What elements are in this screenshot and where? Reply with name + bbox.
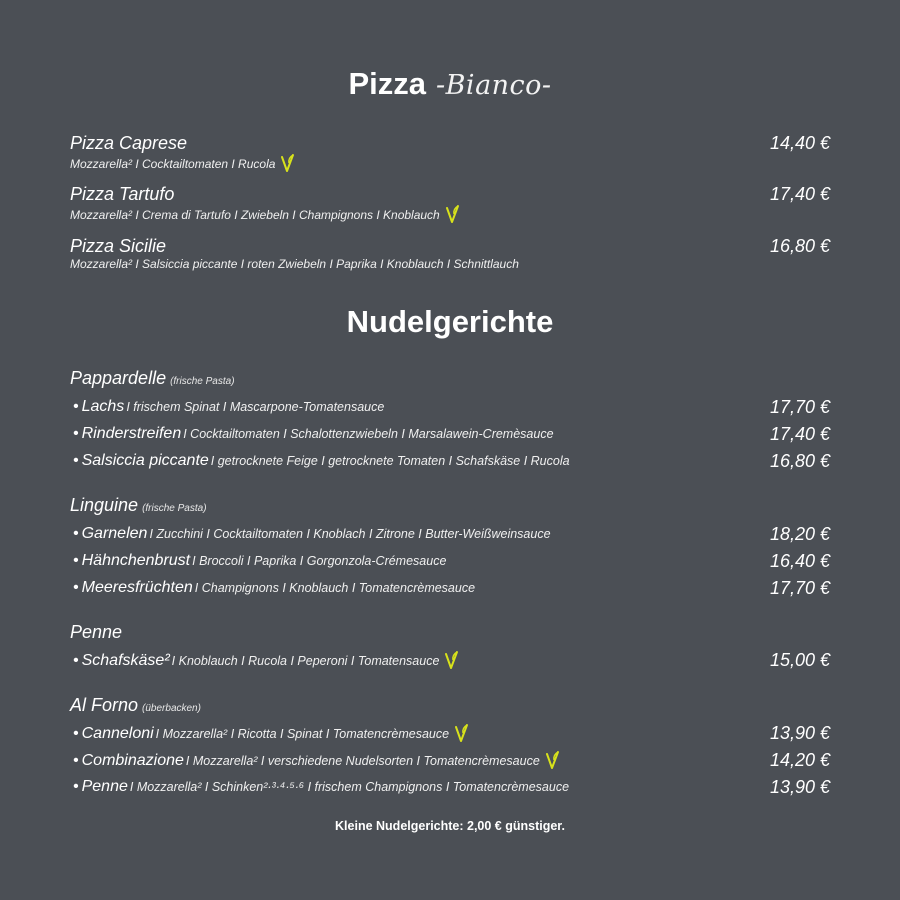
pizza-item bbox=[70, 184, 830, 224]
category-name: Linguine bbox=[70, 495, 139, 515]
pizza-name: Pizza Caprese bbox=[70, 133, 188, 153]
bullet-icon: • bbox=[73, 725, 79, 742]
category-note: (frische Pasta) bbox=[170, 376, 235, 387]
pizza-name: Pizza Sicilie bbox=[70, 236, 167, 256]
bullet-icon: • bbox=[73, 778, 79, 795]
dish-price: 18,20 € bbox=[769, 524, 830, 544]
dish-name: Canneloni bbox=[81, 725, 154, 742]
dish-name: Hähnchenbrust bbox=[81, 552, 191, 569]
bullet-icon: • bbox=[73, 652, 79, 669]
pizza-price: 16,80 € bbox=[769, 236, 830, 256]
vegetarian-icon bbox=[443, 650, 459, 670]
category-note: (überbacken) bbox=[142, 703, 201, 714]
dish-description: I Broccoli I Paprika I Gorgonzola-Crémesauce bbox=[192, 554, 447, 568]
bullet-icon: • bbox=[73, 579, 79, 596]
pizza-description-text: Mozzarella² I Cocktailtomaten I Rucola bbox=[70, 157, 276, 171]
dish-row bbox=[73, 750, 830, 770]
pizza-price: 17,40 € bbox=[769, 184, 830, 204]
dish-description: I Mozzarella² I Ricotta I Spinat I Tomatencrèmesauce bbox=[155, 727, 450, 741]
dish-row bbox=[73, 551, 830, 571]
dish-price: 17,70 € bbox=[769, 578, 830, 598]
dish-row bbox=[73, 650, 830, 670]
dish-description: I Mozzarella² I verschiedene Nudelsorten I Tomatencrèmesauce bbox=[185, 754, 540, 768]
category-penne bbox=[70, 622, 122, 643]
bullet-icon: • bbox=[73, 452, 79, 469]
category-pappardelle bbox=[70, 368, 235, 389]
dish-description: I Zucchini I Cocktailtomaten I Knoblach I Zitrone I Butter-Weißweinsauce bbox=[149, 527, 551, 541]
vegetarian-icon bbox=[279, 153, 295, 173]
dish-name: Combinazione bbox=[81, 752, 184, 769]
pizza-item bbox=[70, 133, 830, 173]
bullet-icon: • bbox=[73, 525, 79, 542]
dish-row bbox=[73, 397, 830, 417]
vegetarian-icon bbox=[444, 204, 460, 224]
dish-price: 14,20 € bbox=[769, 750, 830, 770]
dish-name: Meeresfrüchten bbox=[81, 579, 193, 596]
dish-name: Lachs bbox=[81, 398, 125, 415]
pizza-description bbox=[70, 153, 830, 173]
vegetarian-icon bbox=[453, 723, 469, 743]
dish-description: I Mozzarella² I Schinken²·³·⁴·⁵·⁶ I frischem Champignons I Tomatencrèmesauce bbox=[129, 780, 570, 794]
category-note: (frische Pasta) bbox=[142, 503, 207, 514]
bullet-icon: • bbox=[73, 752, 79, 769]
category-name: Penne bbox=[70, 622, 123, 642]
dish-price: 13,90 € bbox=[769, 777, 830, 797]
dish-row bbox=[73, 578, 830, 598]
dish-description: I getrocknete Feige I getrocknete Tomaten I Schafskäse I Rucola bbox=[210, 454, 570, 468]
bullet-icon: • bbox=[73, 552, 79, 569]
dish-description: I frischem Spinat I Mascarpone-Tomatensauce bbox=[126, 400, 385, 414]
dish-description: I Champignons I Knoblauch I Tomatencrèmesauce bbox=[194, 581, 476, 595]
pizza-price: 14,40 € bbox=[769, 133, 830, 153]
dish-row bbox=[73, 451, 830, 471]
category-al-forno bbox=[70, 695, 201, 716]
dish-price: 17,70 € bbox=[769, 397, 830, 417]
dish-row bbox=[73, 524, 830, 544]
dish-price: 16,80 € bbox=[769, 451, 830, 471]
pizza-name: Pizza Tartufo bbox=[70, 184, 175, 204]
category-name: Al Forno bbox=[70, 695, 139, 715]
dish-row bbox=[73, 723, 830, 743]
bullet-icon: • bbox=[73, 398, 79, 415]
dish-price: 17,40 € bbox=[769, 424, 830, 444]
dish-row bbox=[73, 424, 830, 444]
dish-name: Rinderstreifen bbox=[81, 425, 182, 442]
bullet-icon: • bbox=[73, 425, 79, 442]
pizza-description: Mozzarella² I Salsiccia piccante I roten Zwiebeln I Paprika I Knoblauch I Schnittlauch bbox=[70, 257, 519, 271]
pizza-title: Pizza bbox=[348, 66, 426, 101]
dish-description: I Knoblauch I Rucola I Peperoni I Tomatensauce bbox=[171, 654, 440, 668]
dish-description: I Cocktailtomaten I Schalottenzwiebeln I Marsalawein-Cremèsauce bbox=[183, 427, 554, 441]
pizza-description-text: Mozzarella² I Crema di Tartufo I Zwiebeln I Champignons I Knoblauch bbox=[70, 208, 440, 222]
pizza-description bbox=[70, 204, 830, 224]
dish-row bbox=[73, 777, 830, 797]
dish-name: Penne bbox=[81, 778, 128, 795]
dish-name: Salsiccia piccante bbox=[81, 452, 209, 469]
dish-name: Garnelen bbox=[81, 525, 148, 542]
vegetarian-icon bbox=[544, 750, 560, 770]
category-linguine bbox=[70, 495, 207, 516]
pizza-item bbox=[70, 236, 830, 272]
dish-price: 15,00 € bbox=[769, 650, 830, 670]
dish-name: Schafskäse² bbox=[81, 652, 170, 669]
category-name: Pappardelle bbox=[70, 368, 167, 388]
dish-price: 16,40 € bbox=[769, 551, 830, 571]
pasta-title: Nudelgerichte bbox=[346, 304, 554, 339]
pizza-subtitle: -Bianco- bbox=[435, 70, 552, 101]
pasta-heading bbox=[0, 306, 900, 337]
footnote: Kleine Nudelgerichte: 2,00 € günstiger. bbox=[335, 819, 565, 833]
dish-price: 13,90 € bbox=[769, 723, 830, 743]
pizza-heading bbox=[0, 68, 900, 99]
